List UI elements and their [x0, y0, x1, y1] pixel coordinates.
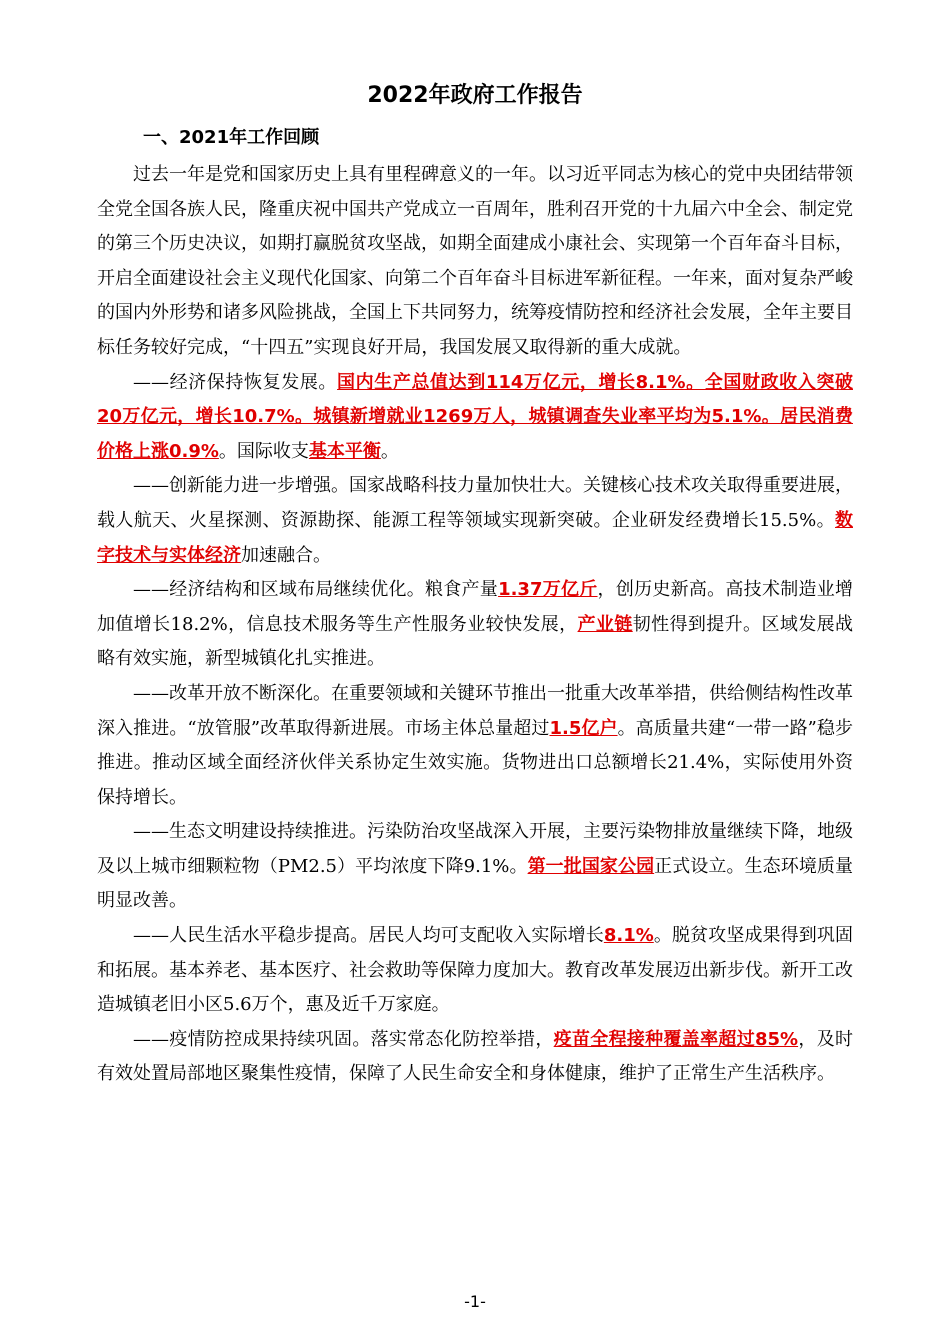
text-run: ——生态文明建设持续推进。污染防治攻坚战深入开展，主要污染物排放量继续下降，地级及以上城市细颗粒物（PM2.5）平均浓度下降9.1%。: [97, 821, 853, 877]
highlighted-text: 基本平衡: [308, 440, 381, 462]
text-run: 加速融合。: [241, 544, 331, 566]
text-run: 正式设立。生态环境质量明显改善。: [97, 855, 854, 912]
text-run: ——经济结构和区域布局继续优化。粮食产量: [133, 579, 499, 601]
text-run: ，创历史新高。高技术制造业增加值增长18.2%，信息技术服务等生产性服务业较快发展，: [97, 579, 854, 635]
text-run: 。高质量共建“一带一路”稳步推进。推动区域全面经济伙伴关系协定生效实施。货物进出口总额增长21.4%，实际使用外资保持增长。: [97, 717, 854, 808]
text-run: 。脱贫攻坚成果得到巩固和拓展。基本养老、基本医疗、社会救助等保障力度加大。教育改革发展迈出新步伐。新开工改造城镇老旧小区5.6万个，惠及近千万家庭。: [97, 925, 854, 1016]
text-run: ——人民生活水平稳步提高。居民人均可支配收入实际增长: [133, 925, 604, 947]
text-run: 过去一年是党和国家历史上具有里程碑意义的一年。以习近平同志为核心的党中央团结带领全党全国各族人民，隆重庆祝中国共产党成立一百周年，胜利召开党的十九届六中全会、制定党的第三个历史决议，如期打赢脱贫攻坚战，如期全面建成小康社会、实现第一个百年奋斗目标，开启全面建设社会主义现代化国家、向第二个百年奋斗目标进军新征程。一年来，面对复杂严峻的国内外形势和诸多风险挑战，全国上下共同努力，统筹疫情防控和经济社会发展，全年主要目标任务较好完成，“十四五”实现良好开局，我国发展又取得新的重大成就。: [97, 164, 853, 358]
paragraph-intro: [97, 158, 853, 366]
section-heading: 一、2021年工作回顾: [143, 127, 320, 148]
text-run: ——创新能力进一步增强。国家战略科技力量加快壮大。关键核心技术攻关取得重要进展，载人航天、火星探测、资源勘探、能源工程等领域实现新突破。企业研发经费增长15.5%。: [97, 475, 853, 531]
highlighted-text: 疫苗全程接种覆盖率超过85%: [553, 1028, 799, 1050]
highlighted-text: 第一批国家公园: [527, 855, 655, 877]
text-run: 韧性得到提升。区域发展战略有效实施，新型城镇化扎实推进。: [97, 613, 854, 670]
highlighted-text: 8.1%: [603, 925, 654, 947]
paragraph-ecology: [97, 815, 853, 919]
highlighted-text: 国内生产总值达到114万亿元，增长8.1%。全国财政收入突破20万亿元，增长10.7%。城镇新增就业1269万人，城镇调查失业率平均为5.1%。居民消费价格上涨0.9%: [97, 371, 853, 462]
text-run: 。: [380, 440, 399, 462]
report-body: [97, 158, 853, 1092]
paragraph-epidemic: [97, 1023, 853, 1092]
highlighted-text: 1.37万亿斤: [498, 579, 598, 601]
highlighted-text: 产业链: [577, 613, 633, 635]
highlighted-text: 1.5亿户: [549, 717, 618, 739]
paragraph-livelihood: [97, 919, 853, 1023]
paragraph-structure: [97, 573, 853, 677]
text-run: ，及时有效处置局部地区聚集性疫情，保障了人民生命安全和身体健康，维护了正常生产生活秩序。: [97, 1028, 854, 1085]
paragraph-economy: [97, 366, 853, 470]
page-number: -1-: [464, 1292, 486, 1311]
text-run: 。国际收支: [218, 440, 309, 462]
text-run: ——改革开放不断深化。在重要领域和关键环节推出一批重大改革举措，供给侧结构性改革深入推进。“放管服”改革取得新进展。市场主体总量超过: [97, 682, 853, 739]
highlighted-text: 数字技术与实体经济: [97, 509, 853, 566]
paragraph-innovation: [97, 469, 853, 573]
text-run: ——疫情防控成果持续巩固。落实常态化防控举措，: [133, 1028, 554, 1050]
page-title: 2022年政府工作报告: [367, 83, 583, 108]
text-run: ——经济保持恢复发展。: [133, 371, 338, 393]
paragraph-reform: [97, 677, 853, 815]
